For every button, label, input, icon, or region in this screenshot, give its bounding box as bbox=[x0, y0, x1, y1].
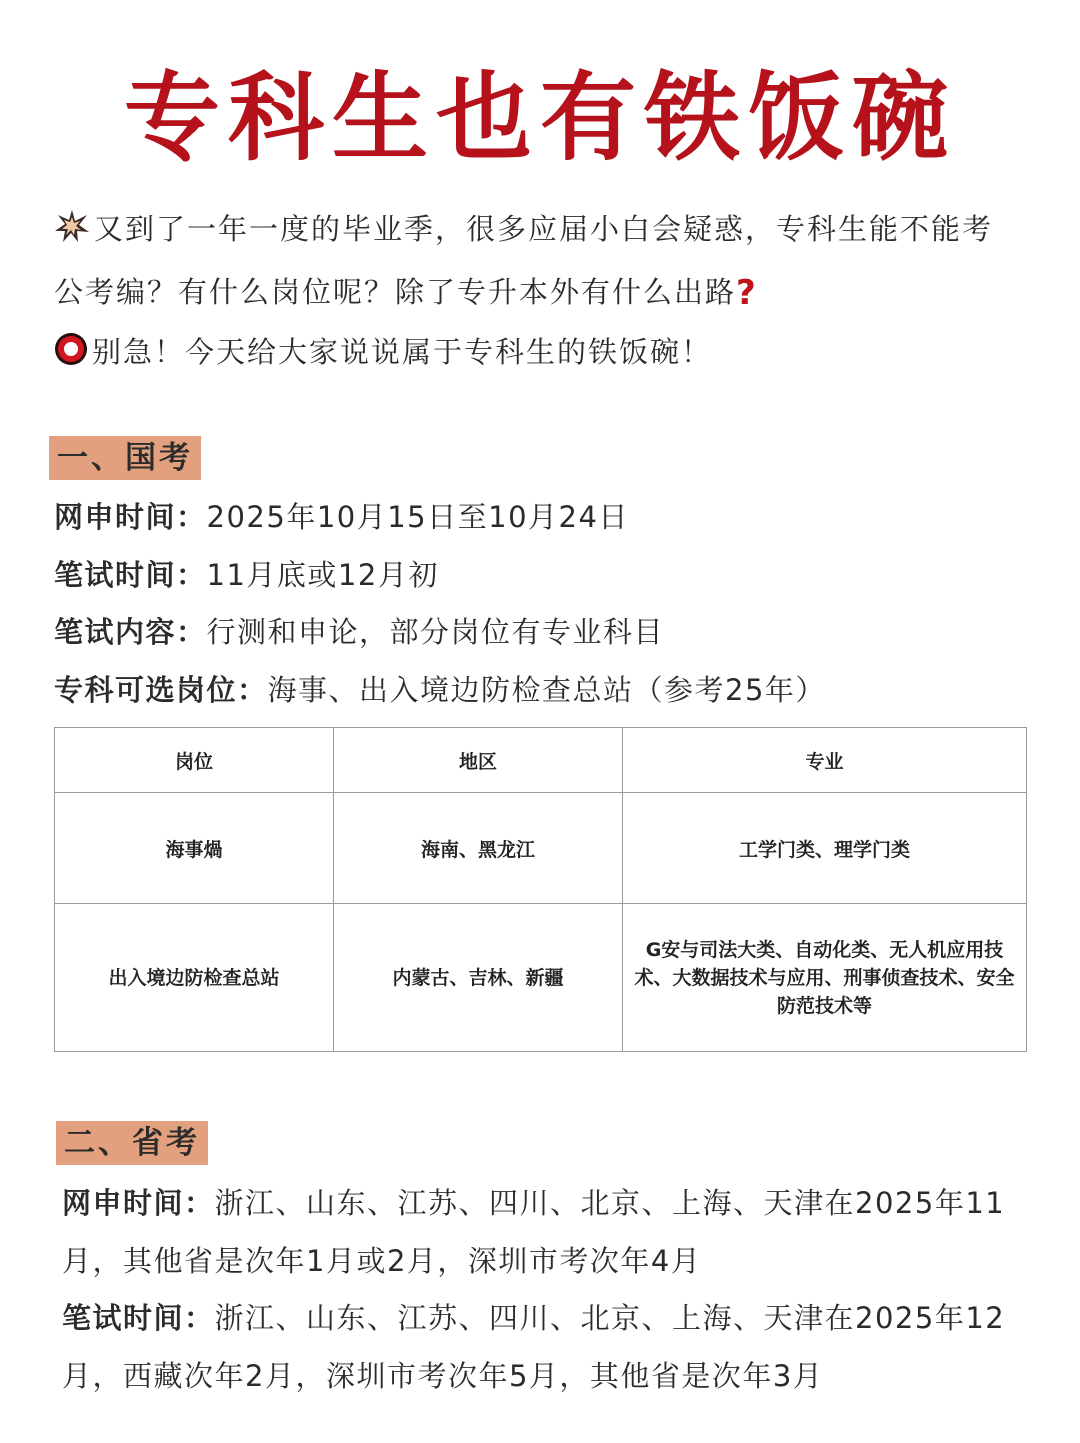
intro-line-1: 又到了一年一度的毕业季，很多应届小白会疑惑，专科生能不能考 bbox=[54, 200, 1044, 263]
table-cell: 海事煱 bbox=[55, 793, 334, 904]
column-header: 专业 bbox=[623, 728, 1027, 793]
national-exam-details bbox=[54, 489, 1054, 719]
question-mark-icon: ? bbox=[736, 273, 758, 313]
section-heading-national-exam: 一、国考 bbox=[49, 436, 201, 480]
table-cell: 工学门类、理学门类 bbox=[623, 793, 1027, 904]
table-cell: 海南、黑龙江 bbox=[334, 793, 623, 904]
page-title: 专科生也有铁饭碗 bbox=[124, 62, 956, 174]
intro-line-2: 公考编？有什么岗位呢？除了专升本外有什么出路? bbox=[54, 273, 758, 313]
detail-line: 专科可选岗位：海事、出入境边防检查总站（参考25年） bbox=[54, 672, 826, 707]
provincial-exam-details bbox=[62, 1175, 1037, 1405]
detail-line: 笔试时间：浙江、山东、江苏、四川、北京、上海、天津在2025年12月，西藏次年2月，深圳市考次年5月，其他省是次年3月 bbox=[62, 1301, 1006, 1393]
table-row bbox=[55, 904, 1027, 1052]
column-header: 岗位 bbox=[55, 728, 334, 793]
positions-table bbox=[54, 727, 1027, 1052]
sparkle-icon bbox=[54, 204, 90, 263]
column-header: 地区 bbox=[334, 728, 623, 793]
detail-line: 网申时间：2025年10月15日至10月24日 bbox=[54, 500, 629, 534]
detail-line: 网申时间：浙江、山东、江苏、四川、北京、上海、天津在2025年11月，其他省是次年1月或2月，深圳市考次年4月 bbox=[62, 1186, 1006, 1278]
detail-line: 笔试内容：行测和申论，部分岗位有专业科目 bbox=[54, 615, 665, 649]
table-cell: 内蒙古、吉林、新疆 bbox=[334, 904, 623, 1052]
intro bbox=[54, 200, 1044, 386]
table-row bbox=[55, 793, 1027, 904]
circle-icon bbox=[54, 327, 88, 386]
intro-line-3: 别急！今天给大家说说属于专科生的铁饭碗！ bbox=[54, 323, 1044, 386]
detail-line: 笔试时间：11月底或12月初 bbox=[54, 557, 439, 592]
table-cell: G安与司法大类、自动化类、无人机应用技术、大数据技术与应用、刑事侦查技术、安全防范技术等 bbox=[623, 904, 1027, 1052]
table-header-row bbox=[55, 728, 1027, 793]
table-cell: 出入境边防检查总站 bbox=[55, 904, 334, 1052]
section-heading-provincial-exam: 二、省考 bbox=[56, 1121, 208, 1165]
